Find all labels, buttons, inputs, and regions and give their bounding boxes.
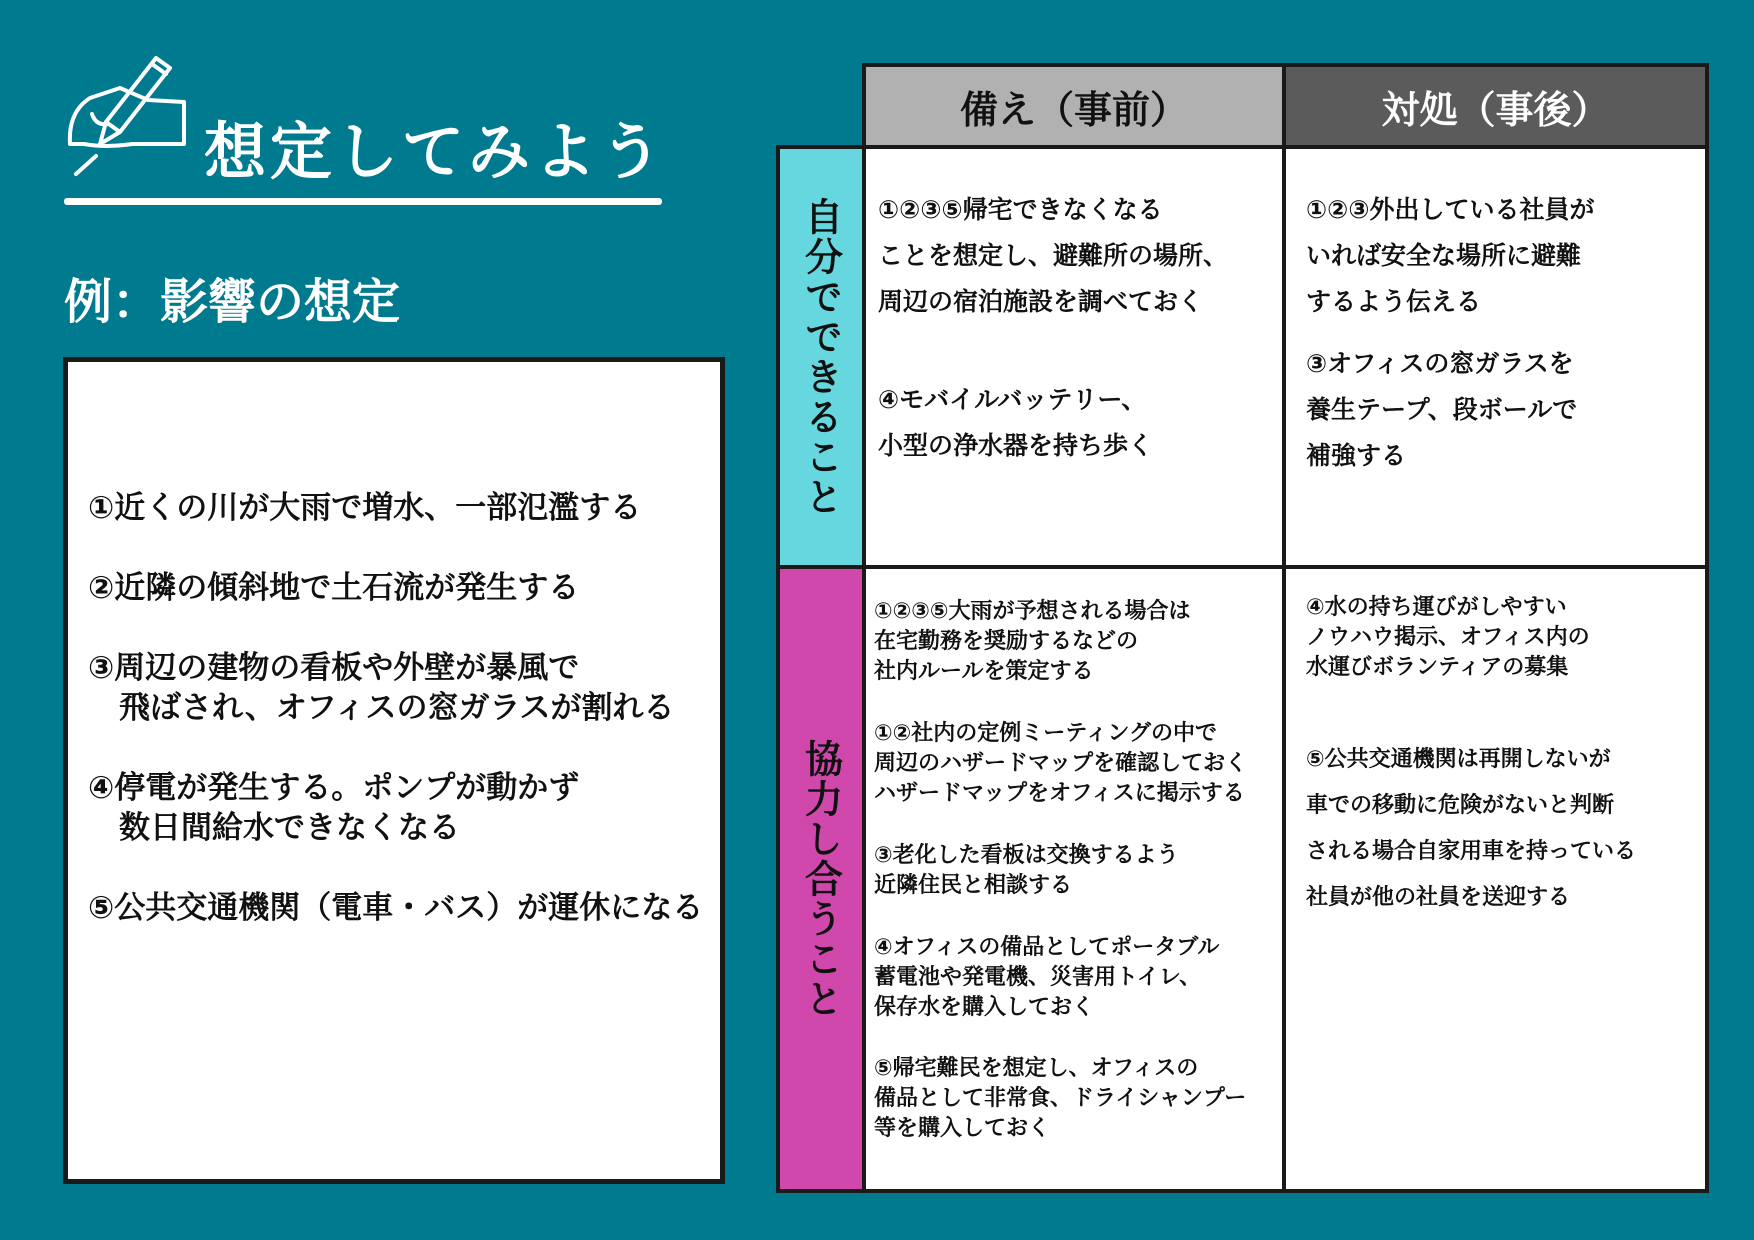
cell-self-after <box>1282 145 1709 569</box>
cell-text: ①②③⑤大雨が予想される場合は 在宅勤務を奨励するなどの 社内ルールを策定する <box>874 599 1191 684</box>
row-header-self <box>776 145 866 569</box>
cell-text: ⑤公共交通機関は再開しないが 車での移動に危険がないと判断 される場合自家用車を持っている 社員が他の社員を送迎する <box>1306 747 1637 910</box>
countermeasure-matrix <box>776 63 1709 1193</box>
cell-text: ①②③⑤帰宅できなくなる ことを想定し、避難所の場所、 周辺の宿泊施設を調べておく <box>878 195 1229 316</box>
row-header-self-label: 自分でできること <box>798 197 843 517</box>
impact-scenario-box <box>63 357 725 1184</box>
page-title: 想定してみよう <box>204 115 667 188</box>
scenario-list <box>88 488 718 968</box>
column-header-before: 備え（事前） <box>862 63 1286 149</box>
pen-writing-icon <box>66 52 188 177</box>
title-underline <box>64 198 662 205</box>
cell-coop-after <box>1282 565 1709 1193</box>
scenario-item: ①近くの川が大雨で増水、一部氾濫する <box>88 490 642 526</box>
cell-text: ④水の持ち運びがしやすい ノウハウ掲示、オフィス内の 水運びボランティアの募集 <box>1306 595 1590 680</box>
scenario-item: ④停電が発生する。ポンプが動かず 数日間給水できなくなる <box>88 770 580 846</box>
cell-text: ④オフィスの備品としてポータブル 蓄電池や発電機、災害用トイレ、 保存水を購入しておく <box>874 935 1220 1020</box>
cell-text: ⑤帰宅難民を想定し、オフィスの 備品として非常食、ドライシャンプー 等を購入しておく <box>874 1056 1247 1141</box>
column-header-after: 対処（事後） <box>1282 63 1709 149</box>
row-header-coop-label: 協力し合うこと <box>798 739 843 1019</box>
section-subtitle: 例：影響の想定 <box>64 274 401 330</box>
cell-self-before <box>862 145 1286 569</box>
cell-text: ③老化した看板は交換するよう 近隣住民と相談する <box>874 843 1179 898</box>
scenario-item: ③周辺の建物の看板や外壁が暴風で 飛ばされ、オフィスの窓ガラスが割れる <box>88 650 675 726</box>
scenario-item: ⑤公共交通機関（電車・バス）が運休になる <box>88 890 704 926</box>
row-header-coop <box>776 565 866 1193</box>
scenario-item: ②近隣の傾斜地で土石流が発生する <box>88 570 580 606</box>
cell-text: ④モバイルバッテリー、 小型の浄水器を持ち歩く <box>878 385 1154 460</box>
cell-text: ①②③外出している社員が いれば安全な場所に避難 するよう伝える <box>1306 195 1595 316</box>
cell-text: ③オフィスの窓ガラスを 養生テープ、段ボールで 補強する <box>1306 349 1578 470</box>
cell-text: ①②社内の定例ミーティングの中で 周辺のハザードマップを確認しておく ハザードマップをオフィスに掲示する <box>874 721 1248 806</box>
cell-coop-before <box>862 565 1286 1193</box>
